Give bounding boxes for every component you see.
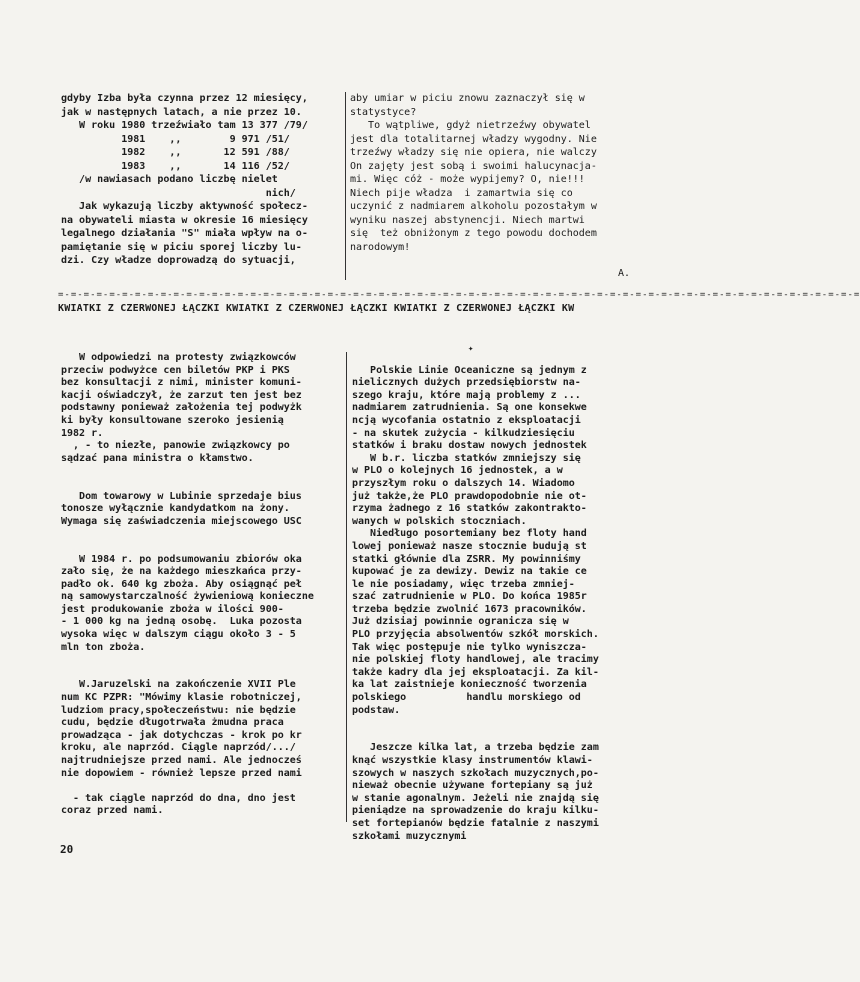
text-line: Jeszcze kilka lat, a trzeba będzie zam [352, 742, 599, 754]
text-line: nadmiarem zatrudnienia. Są one konsekwe [352, 402, 587, 414]
text-line: pamiętanie się w piciu sporej liczby lu- [61, 241, 302, 253]
text-line: trzeźwy władzy się nie opiera, nie walczy [350, 147, 597, 158]
text-line: rzyma żadnego z 16 statków zakontrakto- [352, 503, 587, 515]
text-line [61, 465, 314, 478]
text-line: prowadząca - jak dotychczas - krok po kr [61, 729, 302, 741]
text-line: Niedługo posortemiany bez floty hand [352, 528, 587, 540]
text-line: ncją wycofania ostatnio z eksploatacji [352, 414, 581, 426]
text-line: 1982 r. [61, 427, 104, 439]
text-line: PLO przyjęcia absolwentów szkół morskich. [352, 629, 599, 641]
text-line: 1983 ,, 14 116 /52/ [61, 160, 290, 172]
text-line: le nie posiadamy, więc trzeba zmniej- [352, 578, 575, 590]
text-line [352, 730, 599, 743]
text-line: W odpowiedzi na protesty związkowców [61, 352, 296, 363]
text-line: szać zatrudnienie w PLO. Do końca 1985r [352, 591, 587, 603]
text-line: Tak więc postępuje nie tylko wyniszcza- [352, 641, 587, 653]
text-line: Wymaga się zaświadczenia miejscowego USC [61, 515, 302, 527]
text-line: zało się, że na każdego mieszkańca przy- [61, 566, 302, 578]
text-line: Polskie Linie Oceaniczne są jednym z [352, 364, 587, 376]
text-line: , - to niezłe, panowie związkowcy po [61, 440, 290, 452]
text-line: jest produkowanie zboża w ilości 900- [61, 603, 284, 615]
text-line: mln ton zboża. [61, 641, 146, 653]
separator-line: =-=-=-=-=-=-=-=-=-=-=-=-=-=-=-=-=-=-=-=-=-=-=-=-=-=-=-=-=-=-=-=-=-=-=-=-=-=-=-=-=-=-=-=-=-=-=-=-=-=-=-=-=-=-=-=-=-=-=-=-=-=-= [58, 290, 860, 300]
text-line: nieważ obecnie używane fortepiany są już [352, 780, 593, 792]
text-line: bez konsultacji z nimi, minister komuni- [61, 377, 302, 389]
text-line: polskiego handlu morskiego od [352, 692, 581, 704]
text-line: Już dzisiaj powinnie ogranicza się w [352, 616, 569, 628]
text-line: - tak ciągle naprzód do dna, dno jest [61, 792, 296, 804]
text-line: kroku, ale naprzód. Ciągle naprzód/.../ [61, 742, 296, 754]
text-line: statystyce? [350, 106, 417, 118]
text-line: num KC PZPR: "Mówimy klasie robotniczej, [61, 692, 302, 704]
text-line: uczynić z nadmiarem alkoholu pozostałym w [350, 201, 597, 212]
text-line: podstaw. [352, 704, 401, 716]
text-line: padło ok. 640 kg zboża. Aby osiągnąć peł [61, 578, 302, 590]
text-line [61, 541, 314, 554]
text-line: sądzać pana ministra o kłamstwo. [61, 452, 254, 464]
text-line: W 1984 r. po podsumowaniu zbiorów oka [61, 553, 302, 565]
text-line: przyszłym roku o dalszych 14. Wiadomo [352, 477, 575, 489]
text-line: narodowym! [350, 241, 411, 253]
text-line: nie polskiej floty handlowej, ale tracimy [352, 654, 599, 666]
text-line: szowych w naszych szkołach muzycznych,po- [352, 767, 599, 779]
section-banner: KWIATKI Z CZERWONEJ ŁĄCZKI KWIATKI Z CZERWONEJ ŁĄCZKI KWIATKI Z CZERWONEJ ŁĄCZKI KW [58, 303, 575, 314]
text-line: kupować je za dewizy. Dewiz na takie ce [352, 566, 587, 578]
text-line: On zajęty jest sobą i swoimi halucynacja- [350, 160, 597, 172]
text-line: szkołami muzycznymi [352, 830, 467, 842]
ornament-mark: ✦ [468, 344, 474, 354]
text-line: na obywateli miasta w okresie 16 miesięcy [61, 214, 308, 226]
text-line: szego kraju, które mają problemy z ... [352, 389, 581, 401]
text-line: /w nawiasach podano liczbę nielet [61, 174, 278, 185]
text-line: wysoka więc w dalszym ciągu około 3 - 5 [61, 629, 296, 641]
text-line: w stanie agonalnym. Jeżeli nie znajdą się [352, 792, 599, 804]
text-line [352, 352, 599, 365]
text-line: nie dopowiem - również lepsze przed nami [61, 767, 302, 779]
signature: A. [618, 268, 631, 279]
text-line: knąć wszystkie klasy instrumentów klawi- [352, 755, 593, 766]
text-line: statków i braku dostaw nowych jednostek [352, 440, 587, 452]
text-line: podstawny ponieważ założenia tej podwyżk [61, 402, 302, 414]
text-line: Jak wykazują liczby aktywność społecz- [61, 201, 308, 212]
text-line: nielicznych dużych przedsiębiorstw na- [352, 377, 581, 389]
text-line: gdyby Izba była czynna przez 12 miesięcy, [61, 93, 308, 104]
text-line [61, 654, 314, 667]
text-line: pieniądze na sprowadzenie do kraju kilku- [352, 805, 599, 817]
text-line: w PLO o kolejnych 16 jednostek, a w [352, 465, 563, 477]
text-line: najtrudniejsze przed nami. Ale jednocześ [61, 755, 302, 766]
text-line: 1981 ,, 9 971 /51/ [61, 133, 290, 145]
text-line: Niech pije władza i zamartwia się co [350, 187, 573, 199]
text-line: wyniku naszej abstynencji. Niech martwi [350, 214, 585, 226]
text-line: się też obniżonym z tego powodu dochodem [350, 228, 597, 239]
text-line: ludziom pracy,społeczeństwu: nie będzie [61, 704, 296, 716]
text-line: - 1 000 kg na jedną osobę. Luka pozosta [61, 616, 302, 628]
text-line: W b.r. liczba statków zmniejszy się [352, 452, 581, 464]
text-line [352, 717, 599, 730]
top-column-divider [345, 92, 346, 280]
text-line: mi. Więc cóż - może wypijemy? O, nie!!! [350, 174, 585, 185]
text-line [61, 780, 314, 793]
text-line: legalnego działania "S" miała wpływ na o- [61, 228, 308, 239]
text-line: nich/ [61, 187, 296, 199]
text-line: statki głównie dla ZSRR. My powinniśmy [352, 553, 581, 565]
top-left-column [61, 92, 308, 268]
text-line: To wątpliwe, gdyż nietrzeźwy obywatel [350, 120, 591, 131]
text-line: W roku 1980 trzeźwiało tam 13 377 /79/ [61, 120, 308, 131]
text-line: Dom towarowy w Lubinie sprzedaje bius [61, 490, 302, 502]
text-line: aby umiar w piciu znowu zaznaczył się w [350, 93, 585, 104]
text-line: 1982 ,, 12 591 /88/ [61, 147, 290, 158]
page-number: 20 [60, 843, 74, 856]
text-line: jest dla totalitarnej władzy wygodny. Nie [350, 133, 597, 145]
text-line: trzeba będzie zwolnić 1673 pracowników. [352, 603, 587, 615]
text-line: coraz przed nami. [61, 805, 164, 817]
text-line: cudu, będzie długotrwała żmudna praca [61, 717, 284, 729]
top-right-column [350, 92, 597, 254]
text-line: dzi. Czy władze doprowadzą do sytuacji, [61, 255, 296, 266]
text-line: także kadry dla jej eksploatacji. Za kil- [352, 666, 599, 678]
text-line: W.Jaruzelski na zakończenie XVII Ple [61, 679, 296, 691]
text-line: przeciw podwyżce cen biletów PKP i PKS [61, 364, 290, 376]
text-line [61, 667, 314, 680]
text-line [61, 478, 314, 491]
text-line: lowej ponieważ nasze stocznie budują st [352, 540, 587, 552]
text-line: wanych w polskich stoczniach. [352, 515, 527, 527]
bottom-column-divider [346, 352, 347, 822]
text-line: - na skutek zużycia - kilkudziesięciu [352, 427, 575, 439]
text-line: ną samowystarczalność żywieniową konieczne [61, 591, 314, 603]
text-line: set fortepianów będzie fatalnie z naszymi [352, 817, 599, 829]
text-line [61, 528, 314, 541]
text-line: już także,że PLO prawdopodobnie nie ot- [352, 490, 587, 502]
text-line: kacji oświadczył, że zarzut ten jest bez [61, 389, 302, 401]
text-line: ka lat zaistnieje konieczność tworzenia [352, 679, 587, 691]
left-news-column [61, 352, 314, 818]
text-line: ki były konsultowane szeroko jesienią [61, 414, 284, 426]
text-line: jak w następnych latach, a nie przez 10. [61, 106, 302, 118]
right-news-column [352, 352, 599, 843]
text-line: tonosze wyłącznie kandydatkom na żony. [61, 503, 290, 515]
